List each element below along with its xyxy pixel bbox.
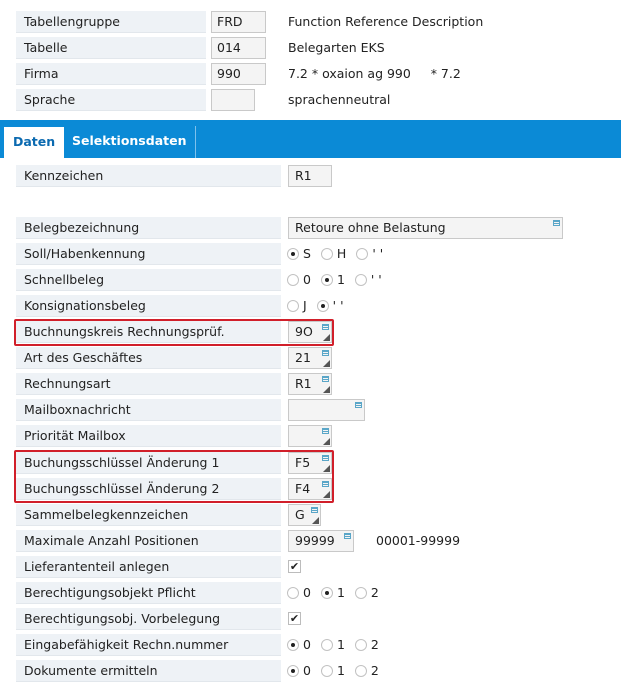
eingabe-option-0[interactable]: 0 <box>287 634 311 656</box>
sammel-label: Sammelbelegkennzeichen <box>16 504 281 526</box>
radio-icon[interactable] <box>317 300 329 312</box>
konsignation-option-blank[interactable]: ' ' <box>317 295 344 317</box>
row-eingabe <box>0 632 621 658</box>
kennzeichen-label: Kennzeichen <box>16 165 281 187</box>
lieferant-checkbox[interactable]: ✔ <box>289 560 300 573</box>
belegbezeichnung-input[interactable] <box>288 217 563 239</box>
sammel-input[interactable] <box>288 504 321 526</box>
tabelle-label: Tabelle <box>16 37 206 59</box>
maxpos-input[interactable] <box>288 530 354 552</box>
row-sammel <box>0 502 621 528</box>
maxpos-range: 00001-99999 <box>376 533 461 548</box>
artgeschaeft-input[interactable] <box>288 347 332 369</box>
sprache-label: Sprache <box>16 89 206 111</box>
radio-icon[interactable] <box>287 248 299 260</box>
berechtpflicht-label: Berechtigungsobjekt Pflicht <box>16 582 281 604</box>
radio-icon[interactable] <box>287 587 299 599</box>
radio-icon[interactable] <box>321 639 333 651</box>
value-help-icon[interactable] <box>322 428 329 434</box>
value-help-icon[interactable] <box>355 402 362 408</box>
radio-icon[interactable] <box>287 300 299 312</box>
berechtvorbel-label: Berechtigungsobj. Vorbelegung <box>16 608 281 630</box>
sollhaben-option-h[interactable]: H <box>321 243 346 265</box>
header-row-tabellengruppe <box>0 9 621 35</box>
sprache-desc: sprachenneutral <box>288 92 391 107</box>
radio-icon[interactable] <box>287 274 299 286</box>
tabelle-value: 014 <box>211 37 266 59</box>
konsignation-option-j[interactable]: J <box>287 295 307 317</box>
row-belegbezeichnung <box>0 215 621 241</box>
dokumente-option-1[interactable]: 1 <box>321 660 345 682</box>
tabellengruppe-label: Tabellengruppe <box>16 11 206 33</box>
sollhaben-label: Soll/Habenkennung <box>16 243 281 265</box>
row-konsignation <box>0 293 621 319</box>
mailbox-input[interactable] <box>288 399 365 421</box>
dropdown-corner-icon <box>312 517 319 524</box>
radio-icon[interactable] <box>321 274 333 286</box>
radio-icon[interactable] <box>355 639 367 651</box>
row-sollhaben <box>0 241 621 267</box>
value-help-icon[interactable] <box>322 376 329 382</box>
schnellbeleg-option-blank[interactable]: ' ' <box>355 269 382 291</box>
eingabe-option-2[interactable]: 2 <box>355 634 379 656</box>
row-schnellbeleg <box>0 267 621 293</box>
eingabe-radio-group <box>287 634 385 656</box>
rechnungsart-label: Rechnungsart <box>16 373 281 395</box>
kennzeichen-field: R1 <box>288 165 332 187</box>
sprache-value <box>211 89 255 111</box>
prioritaet-label: Priorität Mailbox <box>16 425 281 447</box>
dokumente-label: Dokumente ermitteln <box>16 660 281 682</box>
radio-icon[interactable] <box>356 248 368 260</box>
row-maxpos <box>0 528 621 554</box>
berechtvorbel-checkbox[interactable]: ✔ <box>289 612 300 625</box>
radio-icon[interactable] <box>287 665 299 677</box>
radio-icon[interactable] <box>321 248 333 260</box>
prioritaet-input[interactable] <box>288 425 332 447</box>
radio-icon[interactable] <box>355 665 367 677</box>
berechtpflicht-option-1[interactable]: 1 <box>321 582 345 604</box>
buchungskreis-label: Buchnungskreis Rechnungsprüf. <box>16 321 281 343</box>
rechnungsart-input[interactable] <box>288 373 332 395</box>
value-help-icon[interactable] <box>553 220 560 226</box>
tabellengruppe-value: FRD <box>211 11 266 33</box>
firma-label: Firma <box>16 63 206 85</box>
berechtpflicht-option-0[interactable]: 0 <box>287 582 311 604</box>
radio-icon[interactable] <box>355 274 367 286</box>
dokumente-option-2[interactable]: 2 <box>355 660 379 682</box>
highlight-buchungsschluessel <box>14 450 334 503</box>
belegbezeichnung-label: Belegbezeichnung <box>16 217 281 239</box>
row-mailbox <box>0 397 621 423</box>
row-rechnungsart <box>0 371 621 397</box>
row-kennzeichen <box>0 163 621 189</box>
schnellbeleg-label: Schnellbeleg <box>16 269 281 291</box>
mailbox-label: Mailboxnachricht <box>16 399 281 421</box>
tab-bar <box>0 120 621 158</box>
header-row-sprache <box>0 87 621 113</box>
radio-icon[interactable] <box>355 587 367 599</box>
sollhaben-option-s[interactable]: S <box>287 243 311 265</box>
maxpos-label: Maximale Anzahl Positionen <box>16 530 281 552</box>
firma-value: 990 <box>211 63 266 85</box>
sollhaben-option-blank[interactable]: ' ' <box>356 243 383 265</box>
lieferant-label: Lieferantenteil anlegen <box>16 556 281 578</box>
bs1-label: Buchungsschlüssel Änderung 1 <box>16 452 281 474</box>
eingabe-label: Eingabefähigkeit Rechn.nummer <box>16 634 281 656</box>
rechnungsart-value: R1 <box>295 376 312 391</box>
eingabe-option-1[interactable]: 1 <box>321 634 345 656</box>
berechtpflicht-radio-group <box>287 582 385 604</box>
buchungskreis-value: 9O <box>295 324 313 339</box>
dropdown-corner-icon <box>323 438 330 445</box>
value-help-icon[interactable] <box>344 533 351 539</box>
row-artgeschaeft <box>0 345 621 371</box>
row-lieferant <box>0 554 621 580</box>
tabellengruppe-desc: Function Reference Description <box>288 14 484 29</box>
radio-icon[interactable] <box>321 587 333 599</box>
konsignation-label: Konsignationsbeleg <box>16 295 281 317</box>
schnellbeleg-radio-group <box>287 269 388 291</box>
schnellbeleg-option-1[interactable]: 1 <box>321 269 345 291</box>
berechtpflicht-option-2[interactable]: 2 <box>355 582 379 604</box>
header-row-tabelle <box>0 35 621 61</box>
artgeschaeft-label: Art des Geschäftes <box>16 347 281 369</box>
row-berechtvorbel <box>0 606 621 632</box>
dokumente-option-0[interactable]: 0 <box>287 660 311 682</box>
firma-desc: 7.2 * oxaion ag 990 * 7.2 <box>288 66 461 81</box>
sammel-value: G <box>295 507 305 522</box>
sollhaben-radio-group <box>287 243 389 265</box>
tab-selektionsdaten[interactable]: Selektionsdaten <box>63 126 196 158</box>
row-berechtpflicht <box>0 580 621 606</box>
maxpos-value: 99999 <box>295 533 335 548</box>
radio-icon[interactable] <box>287 639 299 651</box>
value-help-icon[interactable] <box>311 507 318 513</box>
dokumente-radio-group <box>287 660 385 682</box>
tabelle-desc: Belegarten EKS <box>288 40 385 55</box>
belegbezeichnung-value: Retoure ohne Belastung <box>295 220 446 235</box>
radio-icon[interactable] <box>321 665 333 677</box>
konsignation-radio-group <box>287 295 350 317</box>
dropdown-corner-icon <box>323 386 330 393</box>
row-prioritaet <box>0 423 621 449</box>
dropdown-corner-icon <box>323 360 330 367</box>
value-help-icon[interactable] <box>322 350 329 356</box>
bs2-value: F4 <box>295 481 311 496</box>
header-row-firma <box>0 61 621 87</box>
highlight-buchungskreis <box>14 319 334 346</box>
artgeschaeft-value: 21 <box>295 350 311 365</box>
tab-daten[interactable]: Daten <box>3 126 65 158</box>
schnellbeleg-option-0[interactable]: 0 <box>287 269 311 291</box>
row-dokumente <box>0 658 621 684</box>
bs2-label: Buchungsschlüssel Änderung 2 <box>16 478 281 500</box>
bs1-value: F5 <box>295 455 311 470</box>
